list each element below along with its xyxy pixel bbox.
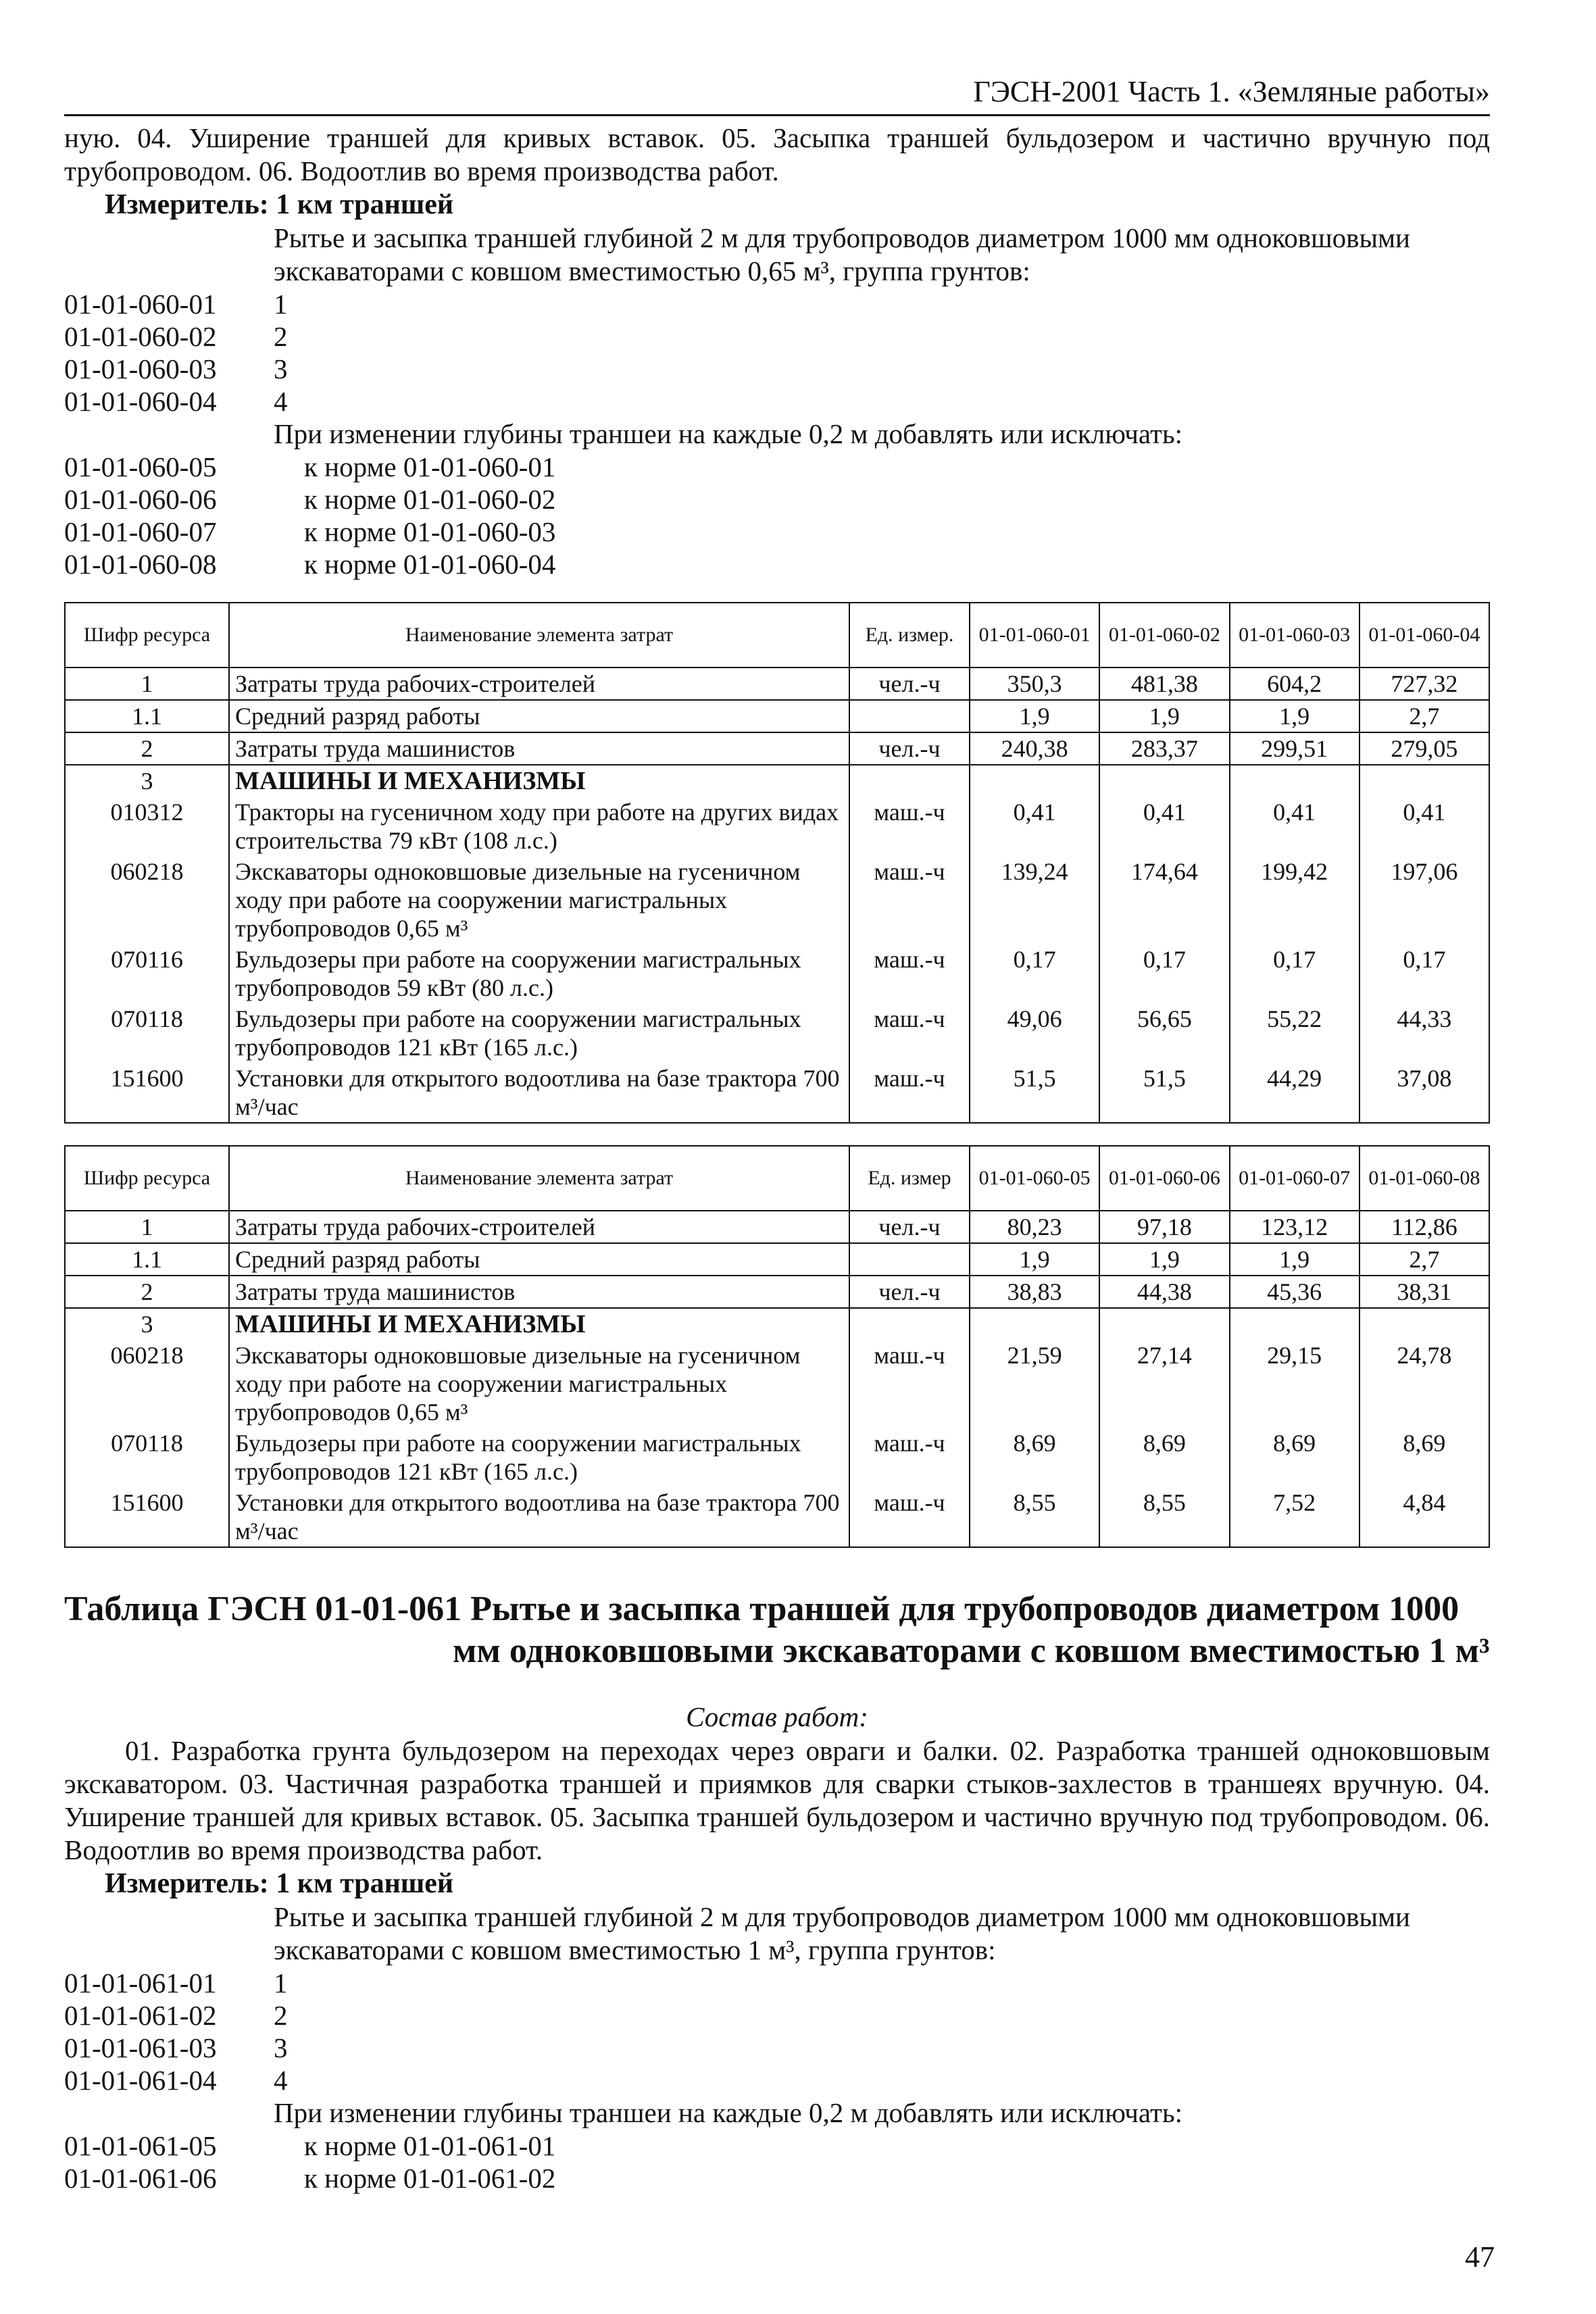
section-title [64, 1588, 1490, 1672]
table-cell: Бульдозеры при работе на сооружении магистральных трубопроводов 59 кВт (80 л.с.) [229, 944, 849, 1003]
table-cell: Экскаваторы одноковшовые дизельные на гусеничном ходу при работе на сооружении магистральных трубопроводов 0,65 м³ [229, 856, 849, 944]
table-cell: маш.-ч [849, 856, 970, 944]
code-cell: 01-01-060-08 [64, 549, 217, 580]
table-cell: 3 [65, 1308, 229, 1340]
table-cell: Бульдозеры при работе на сооружении магистральных трубопроводов 121 кВт (165 л.с.) [229, 1428, 849, 1487]
table-cell: 2 [65, 732, 229, 765]
code-row [64, 1967, 1490, 1999]
table-cell: 97,18 [1099, 1211, 1229, 1243]
table-row [65, 1487, 1489, 1547]
table-cell: Тракторы на гусеничном ходу при работе на других видах строительства 79 кВт (108 л.с.) [229, 797, 849, 856]
table-cell: 0,41 [1099, 797, 1229, 856]
table-cell: 80,23 [970, 1211, 1099, 1243]
table-cell: маш.-ч [849, 1003, 970, 1063]
table-row [65, 944, 1489, 1003]
code-cell: 01-01-061-06 [64, 2163, 217, 2194]
section-measure: Измеритель: 1 км траншей [105, 1868, 454, 1899]
table-cell: маш.-ч [849, 1487, 970, 1547]
table-cell: чел.-ч [849, 668, 970, 700]
section-description: Рытье и засыпка траншей глубиной 2 м для трубопроводов диаметром 1000 мм одноковшовыми экскаваторами с ковшом вместимостью 1 м³, группа грунтов: [274, 1901, 1410, 1965]
table-cell: 727,32 [1360, 668, 1489, 700]
table-cell: 7,52 [1230, 1487, 1360, 1547]
table-cell [1230, 1308, 1360, 1340]
table-cell: чел.-ч [849, 1276, 970, 1308]
table-cell: маш.-ч [849, 944, 970, 1003]
page-number: 47 [1465, 2240, 1495, 2273]
table-cell: 24,78 [1360, 1340, 1489, 1428]
header-cell: 01-01-060-08 [1360, 1146, 1489, 1211]
table-cell: 060218 [65, 1340, 229, 1428]
code-row [64, 451, 1490, 483]
table-cell: 0,17 [1099, 944, 1229, 1003]
table-cell: 1,9 [1099, 700, 1229, 732]
code-cell: 01-01-060-06 [64, 484, 217, 515]
table-cell: 4,84 [1360, 1487, 1489, 1547]
table-cell: 481,38 [1099, 668, 1229, 700]
table-cell: 060218 [65, 856, 229, 944]
header-cell: 01-01-060-07 [1230, 1146, 1360, 1211]
table-cell: 44,29 [1230, 1063, 1360, 1123]
table-cell: Средний разряд работы [229, 700, 849, 732]
table-cell: 2,7 [1360, 700, 1489, 732]
table-row [65, 1340, 1489, 1428]
table-cell [849, 1243, 970, 1276]
table-row [65, 1243, 1489, 1276]
table-cell [849, 700, 970, 732]
table-cell: 1,9 [1230, 700, 1360, 732]
table-cell: 070118 [65, 1003, 229, 1063]
table-cell: Затраты труда рабочих-строителей [229, 668, 849, 700]
table-cell: 49,06 [970, 1003, 1099, 1063]
table-cell: 1,9 [970, 700, 1099, 732]
header-cell: 01-01-060-06 [1099, 1146, 1229, 1211]
table-cell: 3 [65, 765, 229, 797]
header-cell: 01-01-060-01 [970, 603, 1099, 668]
table-cell: 37,08 [1360, 1063, 1489, 1123]
table-cell: 56,65 [1099, 1003, 1229, 1063]
code-cell: 01-01-060-07 [64, 516, 217, 547]
table-cell: 1,9 [1099, 1243, 1229, 1276]
table-cell: 21,59 [970, 1340, 1099, 1428]
code-cell: 01-01-061-03 [64, 2032, 217, 2063]
norm-cell: к норме 01-01-060-03 [304, 516, 556, 547]
table-cell [849, 1308, 970, 1340]
group-cell: 4 [274, 386, 288, 417]
code-row [64, 2130, 1490, 2162]
document-page [64, 74, 1490, 2194]
code-cell: 01-01-060-01 [64, 288, 217, 320]
table-cell: маш.-ч [849, 797, 970, 856]
norm-cell: к норме 01-01-060-01 [304, 451, 556, 482]
code-row [64, 483, 1490, 515]
table-cell: Установки для открытого водоотлива на базе трактора 700 м³/час [229, 1063, 849, 1123]
table-cell: 55,22 [1230, 1003, 1360, 1063]
code-cell: 01-01-060-05 [64, 451, 217, 482]
group-cell: 1 [274, 1967, 288, 1998]
sostav-label: Состав работ: [686, 1701, 868, 1732]
group-cell: 4 [274, 2065, 288, 2096]
table-cell: 240,38 [970, 732, 1099, 765]
table-row [65, 1211, 1489, 1243]
table-cell: Установки для открытого водоотлива на базе трактора 700 м³/час [229, 1487, 849, 1547]
table-cell: 29,15 [1230, 1340, 1360, 1428]
table-cell: 0,41 [970, 797, 1099, 856]
table-row [65, 668, 1489, 700]
table-header-row [65, 603, 1489, 668]
table-cell: 151600 [65, 1487, 229, 1547]
table-cell: 8,69 [1360, 1428, 1489, 1487]
table-row [65, 700, 1489, 732]
section-title-line2: мм одноковшовыми экскаваторами с ковшом вместимостью 1 м³ [453, 1632, 1490, 1670]
top-measure: Измеритель: 1 км траншей [105, 189, 454, 220]
table-cell [1230, 765, 1360, 797]
table-cell: 1,9 [970, 1243, 1099, 1276]
table-row [65, 797, 1489, 856]
group-cell: 2 [274, 321, 288, 352]
table-cell: 2,7 [1360, 1243, 1489, 1276]
table-cell: 2 [65, 1276, 229, 1308]
table-cell [970, 765, 1099, 797]
table-row [65, 732, 1489, 765]
table-cell: Затраты труда рабочих-строителей [229, 1211, 849, 1243]
table-cell: 123,12 [1230, 1211, 1360, 1243]
table-cell [1360, 765, 1489, 797]
table-cell: МАШИНЫ И МЕХАНИЗМЫ [229, 1308, 849, 1340]
table-cell: чел.-ч [849, 732, 970, 765]
table-cell: 27,14 [1099, 1340, 1229, 1428]
table-cell: 1,9 [1230, 1243, 1360, 1276]
group-cell: 3 [274, 2032, 288, 2063]
header-cell: Наименование элемента затрат [229, 603, 849, 668]
table-cell: 299,51 [1230, 732, 1360, 765]
table-cell: 44,33 [1360, 1003, 1489, 1063]
group-cell: 3 [274, 353, 288, 384]
section-depth-text: При изменении глубины траншеи на каждые 0,2 м добавлять или исключать: [274, 2097, 1183, 2128]
code-cell: 01-01-060-03 [64, 353, 217, 384]
table-row [65, 1308, 1489, 1340]
table-cell: 8,55 [1099, 1487, 1229, 1547]
top-norm-list [64, 451, 1490, 580]
table-cell: Затраты труда машинистов [229, 1276, 849, 1308]
table-row [65, 1063, 1489, 1123]
table-cell: 0,41 [1230, 797, 1360, 856]
table-cell: 139,24 [970, 856, 1099, 944]
table-cell: 51,5 [1099, 1063, 1229, 1123]
code-cell: 01-01-061-05 [64, 2130, 217, 2161]
table-cell: 51,5 [970, 1063, 1099, 1123]
code-row [64, 288, 1490, 320]
group-cell: 1 [274, 288, 288, 320]
table-cell: 8,55 [970, 1487, 1099, 1547]
top-depth-text: При изменении глубины траншеи на каждые 0,2 м добавлять или исключать: [274, 418, 1183, 449]
code-row [64, 548, 1490, 580]
table-row [65, 1003, 1489, 1063]
code-row [64, 515, 1490, 548]
table-cell [970, 1308, 1099, 1340]
top-code-list [64, 288, 1490, 418]
header-cell: 01-01-060-05 [970, 1146, 1099, 1211]
table-cell: 350,3 [970, 668, 1099, 700]
header-cell: Шифр ресурса [65, 603, 229, 668]
table-cell: 151600 [65, 1063, 229, 1123]
code-row [64, 385, 1490, 418]
table-cell: 8,69 [970, 1428, 1099, 1487]
table-cell: 1.1 [65, 1243, 229, 1276]
table-cell: Затраты труда машинистов [229, 732, 849, 765]
header-cell: 01-01-060-04 [1360, 603, 1489, 668]
table-cell: МАШИНЫ И МЕХАНИЗМЫ [229, 765, 849, 797]
norm-cell: к норме 01-01-060-04 [304, 549, 556, 580]
table-cell: 0,41 [1360, 797, 1489, 856]
code-row [64, 320, 1490, 353]
table-cell: 604,2 [1230, 668, 1360, 700]
table-cell: 38,31 [1360, 1276, 1489, 1308]
table-cell: 0,17 [1230, 944, 1360, 1003]
table-cell: маш.-ч [849, 1063, 970, 1123]
table-cell: 0,17 [1360, 944, 1489, 1003]
header-cell: Наименование элемента затрат [229, 1146, 849, 1211]
section-norm-list [64, 2130, 1490, 2194]
header-cell: 01-01-060-03 [1230, 603, 1360, 668]
table-cell: 44,38 [1099, 1276, 1229, 1308]
table-row [65, 765, 1489, 797]
norm-cell: к норме 01-01-061-01 [304, 2130, 556, 2161]
code-row [64, 1999, 1490, 2032]
table-cell: чел.-ч [849, 1211, 970, 1243]
table-cell: маш.-ч [849, 1428, 970, 1487]
resource-table-1 [64, 602, 1490, 1124]
table-cell: 070118 [65, 1428, 229, 1487]
code-cell: 01-01-061-04 [64, 2065, 217, 2096]
table-cell: 197,06 [1360, 856, 1489, 944]
table-cell: 279,05 [1360, 732, 1489, 765]
table-cell [1099, 1308, 1229, 1340]
norm-cell: к норме 01-01-060-02 [304, 484, 556, 515]
sostav-paragraph: 01. Разработка грунта бульдозером на переходах через овраги и балки. 02. Разработка траншей одноковшовым экскаватором. 03. Частичная разработка траншей и приямков для сварки стыков-захлестов в траншеях вручную. 04. Уширение траншей для кривых вставок. 05. Засыпка траншей бульдозером и частично вручную под трубопроводом. 06. Водоотлив во время производства работ. [64, 1735, 1490, 1865]
table-cell: 1 [65, 668, 229, 700]
code-row [64, 2064, 1490, 2096]
section-code-list [64, 1967, 1490, 2096]
section-title-line1: Таблица ГЭСН 01-01-061 Рытье и засыпка траншей для трубопроводов диаметром 1000 [64, 1590, 1460, 1628]
table-cell: Средний разряд работы [229, 1243, 849, 1276]
table-cell: Бульдозеры при работе на сооружении магистральных трубопроводов 121 кВт (165 л.с.) [229, 1003, 849, 1063]
code-row [64, 2162, 1490, 2194]
table-cell: 45,36 [1230, 1276, 1360, 1308]
running-header: ГЭСН-2001 Часть 1. «Земляные работы» [64, 74, 1490, 116]
resource-table-2 [64, 1145, 1490, 1548]
code-cell: 01-01-061-02 [64, 2000, 217, 2031]
table-cell: маш.-ч [849, 1340, 970, 1428]
table-cell: 0,17 [970, 944, 1099, 1003]
table-cell: 38,83 [970, 1276, 1099, 1308]
table-cell: 070116 [65, 944, 229, 1003]
header-cell: Ед. измер. [849, 603, 970, 668]
table-cell: 112,86 [1360, 1211, 1489, 1243]
code-row [64, 353, 1490, 385]
table-cell: 174,64 [1099, 856, 1229, 944]
top-intro-paragraph: ную. 04. Уширение траншей для кривых вставок. 05. Засыпка траншей бульдозером и частично вручную под трубопроводом. 06. Водоотлив во время производства работ. [64, 122, 1490, 186]
table-cell: 1.1 [65, 700, 229, 732]
table-row [65, 1428, 1489, 1487]
code-cell: 01-01-060-02 [64, 321, 217, 352]
table-row [65, 856, 1489, 944]
table-cell [1099, 765, 1229, 797]
table-cell: 8,69 [1099, 1428, 1229, 1487]
norm-cell: к норме 01-01-061-02 [304, 2163, 556, 2194]
table-cell: 8,69 [1230, 1428, 1360, 1487]
header-cell: Ед. измер [849, 1146, 970, 1211]
header-cell: Шифр ресурса [65, 1146, 229, 1211]
table-cell [1360, 1308, 1489, 1340]
top-description: Рытье и засыпка траншей глубиной 2 м для трубопроводов диаметром 1000 мм одноковшовыми экскаваторами с ковшом вместимостью 0,65 м³, группа грунтов: [274, 222, 1410, 286]
header-cell: 01-01-060-02 [1099, 603, 1229, 668]
table-cell: 199,42 [1230, 856, 1360, 944]
table-row [65, 1276, 1489, 1308]
code-row [64, 2032, 1490, 2064]
group-cell: 2 [274, 2000, 288, 2031]
code-cell: 01-01-060-04 [64, 386, 217, 417]
table-header-row [65, 1146, 1489, 1211]
table-cell: 010312 [65, 797, 229, 856]
table-cell: 1 [65, 1211, 229, 1243]
code-cell: 01-01-061-01 [64, 1967, 217, 1998]
table-cell: 283,37 [1099, 732, 1229, 765]
table-cell: Экскаваторы одноковшовые дизельные на гусеничном ходу при работе на сооружении магистральных трубопроводов 0,65 м³ [229, 1340, 849, 1428]
table-cell [849, 765, 970, 797]
